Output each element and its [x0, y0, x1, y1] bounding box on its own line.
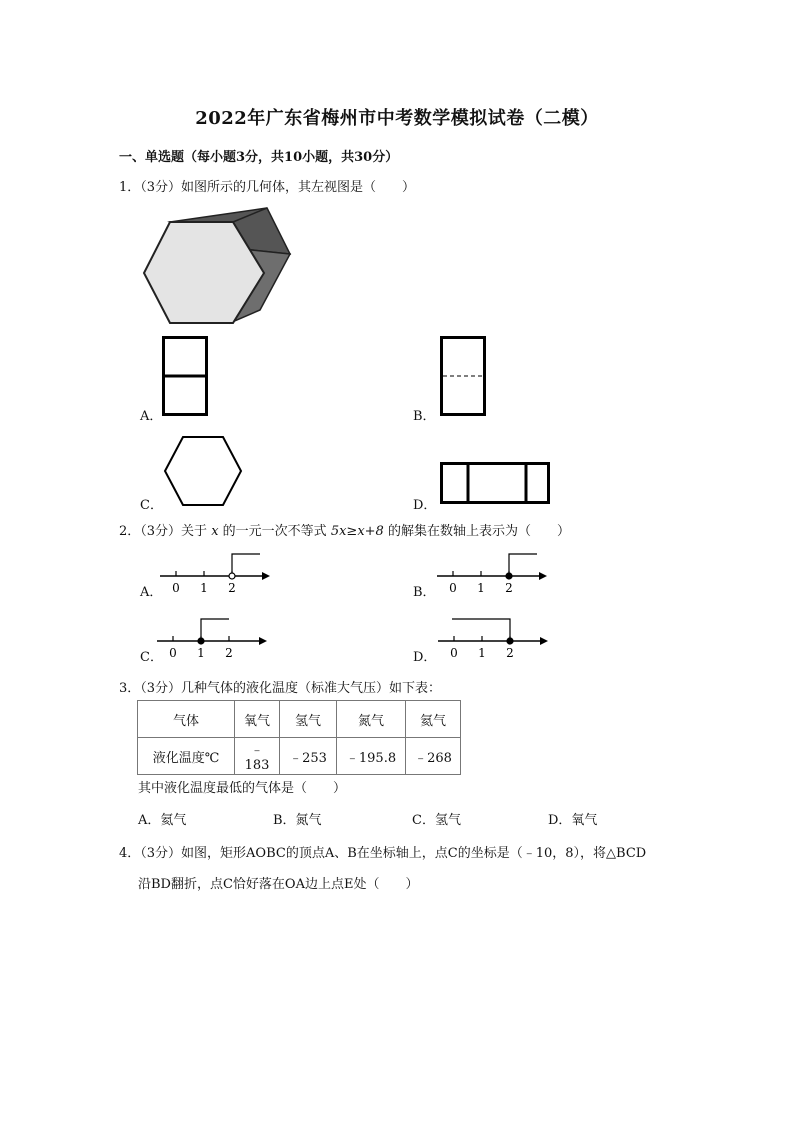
q2-option-b-label: B．: [413, 585, 436, 600]
tick-label: 1: [477, 581, 485, 595]
tick-label: 2: [505, 581, 513, 595]
q1-option-a-figure: [162, 336, 208, 416]
axis-arrow: [262, 572, 270, 580]
solution-ray: [509, 554, 537, 573]
number-line-option-a: [158, 548, 273, 598]
q2-option-a-label: A．: [140, 585, 163, 600]
closed-point: [507, 638, 513, 644]
tick-label: 0: [449, 581, 457, 595]
q3-choice-b: B．氮气: [273, 813, 322, 828]
table-cell: 氮气: [337, 701, 406, 738]
open-point: [229, 573, 235, 579]
solution-ray: [452, 619, 510, 638]
tick-label: 0: [169, 646, 177, 660]
q2-middle: 的一元一次不等式: [222, 524, 327, 539]
q1-option-c-label: C．: [140, 498, 163, 513]
tick-label: 2: [225, 646, 233, 660]
axis-arrow: [259, 637, 267, 645]
table-cell: ﹣268: [406, 738, 461, 775]
q2-prefix: 2．（3分）关于: [119, 524, 208, 539]
table-cell: 气体: [138, 701, 235, 738]
table-cell: ﹣195.8: [337, 738, 406, 775]
tick-label: 1: [200, 581, 208, 595]
tick-label: 1: [478, 646, 486, 660]
table-cell: 氦气: [406, 701, 461, 738]
q1-option-d-label: D．: [413, 498, 437, 513]
table-header-row: [138, 701, 461, 738]
solution-ray: [201, 619, 229, 638]
q1-option-a-label: A．: [140, 409, 163, 424]
q1-option-b-figure: [440, 336, 486, 416]
axis-arrow: [539, 572, 547, 580]
tick-label: 0: [172, 581, 180, 595]
table-cell: 液化温度℃: [138, 738, 235, 775]
tick-label: 1: [197, 646, 205, 660]
solution-ray: [232, 554, 260, 573]
number-line-option-b: [435, 548, 550, 598]
q1-option-c-figure: [163, 435, 243, 507]
table-cell: ﹣183: [235, 738, 280, 775]
closed-point: [198, 638, 204, 644]
q3-choice-a: A．氦气: [138, 813, 187, 828]
q2-suffix: 的解集在数轴上表示为（ ）: [387, 524, 570, 539]
question-2-text: [119, 520, 570, 539]
question-4-line-2: 沿BD翻折，点C恰好落在OA边上点E处（ ）: [138, 877, 419, 892]
axis-arrow: [540, 637, 548, 645]
q1-option-b-label: B．: [413, 409, 436, 424]
table-cell: 氧气: [235, 701, 280, 738]
question-3-text: 3．（3分）几种气体的液化温度（标准大气压）如下表：: [119, 681, 442, 696]
q1-option-d-figure: [440, 462, 550, 504]
q2-option-c-label: C．: [140, 650, 163, 665]
number-line-option-c: [155, 613, 270, 663]
question-4-line-1: 4．（3分）如图，矩形AOBC的顶点A、B在坐标轴上，点C的坐标是（﹣10，8），将△BCD: [119, 846, 647, 861]
q2-option-d-label: D．: [413, 650, 437, 665]
closed-point: [506, 573, 512, 579]
tick-label: 2: [506, 646, 514, 660]
question-1-text: 1．（3分）如图所示的几何体，其左视图是（ ）: [119, 180, 416, 195]
q2-inequality: 5x≥x+8: [330, 524, 384, 539]
table-cell: ﹣253: [280, 738, 337, 775]
q2-variable: x: [211, 524, 219, 539]
q3-choice-c: C．氢气: [412, 813, 461, 828]
page-title: 2022年广东省梅州市中考数学模拟试卷（二模）: [195, 108, 599, 129]
section-heading: 一、单选题（每小题3分，共10小题，共30分）: [119, 150, 399, 165]
q3-choice-d: D．氧气: [548, 813, 598, 828]
table-row: [138, 738, 461, 775]
table-cell: 氢气: [280, 701, 337, 738]
q3-prompt: 其中液化温度最低的气体是（ ）: [138, 781, 347, 796]
tick-label: 2: [228, 581, 236, 595]
hexagonal-prism-figure: [140, 204, 295, 326]
number-line-option-d: [436, 613, 551, 663]
gas-table: [137, 700, 461, 775]
tick-label: 0: [450, 646, 458, 660]
